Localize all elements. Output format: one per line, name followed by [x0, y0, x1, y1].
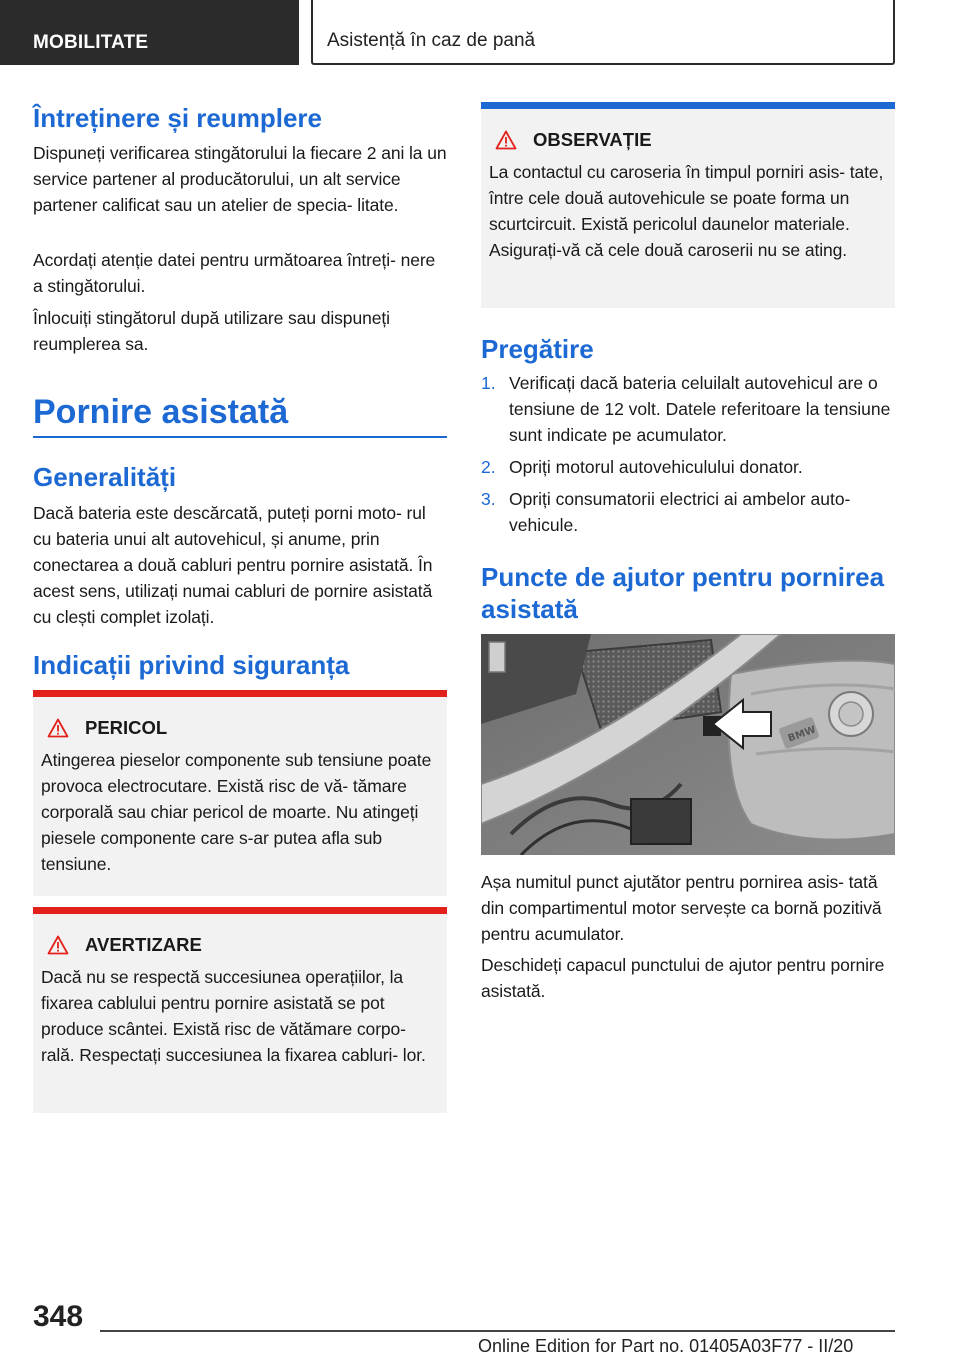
danger-title-row: [41, 715, 437, 741]
bmw-logo-badge: BMW: [786, 724, 818, 745]
step-text: Verificați dacă bateria celuilalt autovehicul are o tensiune de 12 volt. Datele referitoare la tensiune sunt indicate pe acumulator.: [509, 373, 891, 445]
warning-text: Dacă nu se respectă succesiunea operațiilor, la fixarea cablului pentru pornire asistată se pot produce scântei. Există risc de vătămare corpo‐ rală. Respectați succesiunea la fixarea cabluri‐ lor.: [41, 967, 426, 1065]
page-title: Pornire asistată: [33, 393, 289, 431]
engine-bay-image: [481, 634, 895, 855]
step-number: 3.: [481, 489, 496, 509]
danger-title: PERICOL: [85, 717, 168, 738]
notice-title-row: [489, 127, 885, 153]
step-item: [481, 370, 895, 448]
chapter-title: MOBILITATE: [33, 32, 149, 53]
section-tab[interactable]: [311, 0, 895, 65]
page-number: 348: [33, 1300, 84, 1333]
maintenance-paragraph-3: Înlocuiți stingătorul după utilizare sau dispuneți reumplerea sa.: [33, 308, 390, 354]
title-divider: [33, 436, 447, 438]
warning-box: [33, 907, 447, 1113]
notice-box: [481, 102, 895, 308]
step-number: 1.: [481, 373, 496, 393]
warning-triangle-icon: [47, 718, 69, 738]
jump-points-paragraph-1: Așa numitul punct ajutător pentru pornirea asis‐ tată din compartimentul motor servește ca bornă pozitivă pentru acumulator.: [481, 872, 882, 944]
warning-title: AVERTIZARE: [85, 934, 202, 955]
footer-divider: [100, 1330, 895, 1332]
general-heading: Generalități: [33, 462, 177, 492]
step-text: Opriți consumatorii electrici ai ambelor auto‐ vehicule.: [509, 489, 851, 535]
step-number: 2.: [481, 457, 496, 477]
preparation-steps: [481, 370, 895, 544]
warning-triangle-icon: [495, 130, 517, 150]
step-item: [481, 454, 895, 480]
maintenance-paragraph-1: Dispuneți verificarea stingătorului la fiecare 2 ani la un service partener al producătorului, un alt service partener calificat sau un atelier de specia‐ litate.: [33, 143, 447, 215]
warning-title-row: [41, 932, 437, 958]
maintenance-paragraph-2: Acordați atenție datei pentru următoarea întreți‐ nere a stingătorului.: [33, 250, 436, 296]
preparation-heading: Pregătire: [481, 334, 594, 364]
danger-box: [33, 690, 447, 896]
notice-text: La contactul cu caroseria în timpul porniri asis‐ tate, între cele două autovehicule se poate forma un scurtcircuit. Există pericolul daunelor materiale. Asigurați-vă că cele două caroserii nu se ating.: [489, 162, 884, 260]
edition-info: Online Edition for Part no. 01405A03F77 - II/20: [478, 1336, 854, 1356]
notice-title: OBSERVAȚIE: [533, 129, 652, 150]
danger-text: Atingerea pieselor componente sub tensiune poate provoca electrocutare. Există risc de vă‐ tămare corporală sau chiar pericol de moarte. Nu atingeți piesele componente care s-ar putea afla sub tensiune.: [41, 750, 432, 874]
engine-bay-illustration: [481, 634, 895, 855]
jump-points-heading: Puncte de ajutor pentru pornirea asistată: [481, 562, 885, 624]
step-item: [481, 486, 895, 538]
jump-points-paragraph-2: Deschideți capacul punctului de ajutor pentru pornire asistată.: [481, 955, 885, 1001]
chapter-tab[interactable]: [0, 0, 299, 65]
section-title: Asistență în caz de pană: [327, 30, 536, 51]
maintenance-heading: Întreținere și reumplere: [33, 103, 322, 133]
safety-heading: Indicații privind siguranța: [33, 650, 350, 680]
general-paragraph: Dacă bateria este descărcată, puteți porni moto‐ rul cu bateria unui alt autovehicul, și anume, prin conectarea a două cabluri pentru pornire asistată. În acest sens, utilizați numai cabluri de pornire asistată cu clești complet izolați.: [33, 503, 433, 627]
step-text: Opriți motorul autovehiculului donator.: [509, 457, 803, 477]
warning-triangle-icon: [47, 935, 69, 955]
